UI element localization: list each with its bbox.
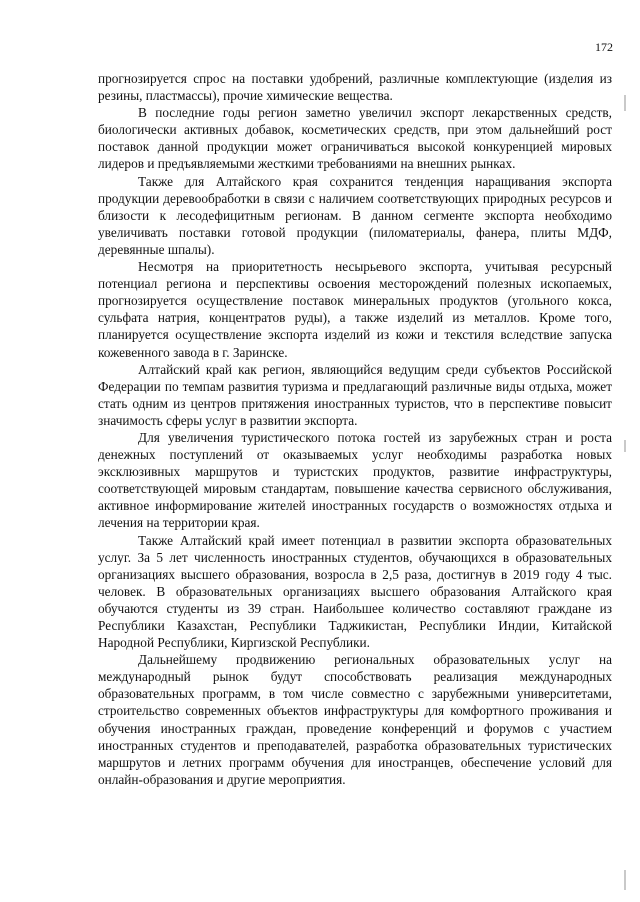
page-number: 172 (595, 40, 613, 54)
scan-artifact (624, 95, 626, 111)
paragraph-2: В последние годы регион заметно увеличил экспорт лекарственных средств, биологически активных добавок, косметических средств, при этом дальнейший рост поставок данной продукции может ограничиваться высокой конкуренцией мировых лидеров и предъявляемыми жесткими требованиями на внешних рынках. (98, 105, 612, 172)
paragraph-7: Также Алтайский край имеет потенциал в развитии экспорта образовательных услуг. За 5 лет численность иностранных студентов, обучающихся в образовательных организациях высшего образования, возросла в 2,5 раза, достигнув в 2019 году 4 тыс. человек. В образовательных организациях высшего образования Алтайского края обучаются студенты из 39 стран. Наибольшее количество составляют граждане из Республики Казахстан, Республики Таджикистан, Республики Индии, Китайской Народной Республики, Киргизской Республики. (98, 532, 612, 651)
scan-artifact (624, 440, 626, 452)
body-text (98, 70, 612, 788)
paragraph-3: Также для Алтайского края сохранится тенденция наращивания экспорта продукции деревообработки в связи с наличием соответствующих природных ресурсов и близости к лесодефицитным регионам. В данном сегменте экспорта необходимо увеличивать поставки готовой продукции (пиломатериалы, фанера, плиты МДФ, деревянные шпалы). (98, 173, 612, 257)
paragraph-4: Несмотря на приоритетность несырьевого экспорта, учитывая ресурсный потенциал региона и перспективы освоения месторождений полезных ископаемых, прогнозируется осуществление поставок минеральных продуктов (угольного кокса, сульфата натрия, концентратов руды), а также изделий из металлов. Кроме того, планируется осуществление экспорта изделий из кожи и текстиля вследствие запуска кожевенного завода в г. Заринске. (98, 259, 612, 360)
paragraph-5: Алтайский край как регион, являющийся ведущим среди субъектов Российской Федерации по темпам развития туризма и предлагающий различные виды отдыха, может стать одним из центров притяжения иностранных туристов, что в перспективе повысит значимость сферы услуг в развитии экспорта. (98, 361, 612, 428)
paragraph-1: прогнозируется спрос на поставки удобрений, различные комплектующие (изделия из резины, пластмассы), прочие химические вещества. (98, 71, 612, 104)
scan-artifact (624, 870, 626, 890)
paragraph-8: Дальнейшему продвижению региональных образовательных услуг на международный рынок будут способствовать реализация международных образовательных программ, в том числе совместно с зарубежными университетами, строительство современных объектов инфраструктуры для комфортного проживания и обучения иностранных граждан, проведение конференций и форумов с участием иностранных студентов и преподавателей, разработка образовательных туристических маршрутов и летних программ обучения для иностранцев, обеспечение условий для онлайн-образования и другие мероприятия. (98, 652, 612, 787)
paragraph-6: Для увеличения туристического потока гостей из зарубежных стран и роста денежных поступлений от оказываемых услуг необходимы разработка новых эксклюзивных маршрутов и туристских продуктов, развитие инфраструктуры, соответствующей мировым стандартам, повышение качества сервисного обслуживания, активное информирование жителей иностранных государств о возможностях отдыха и лечения на территории края. (98, 429, 612, 531)
